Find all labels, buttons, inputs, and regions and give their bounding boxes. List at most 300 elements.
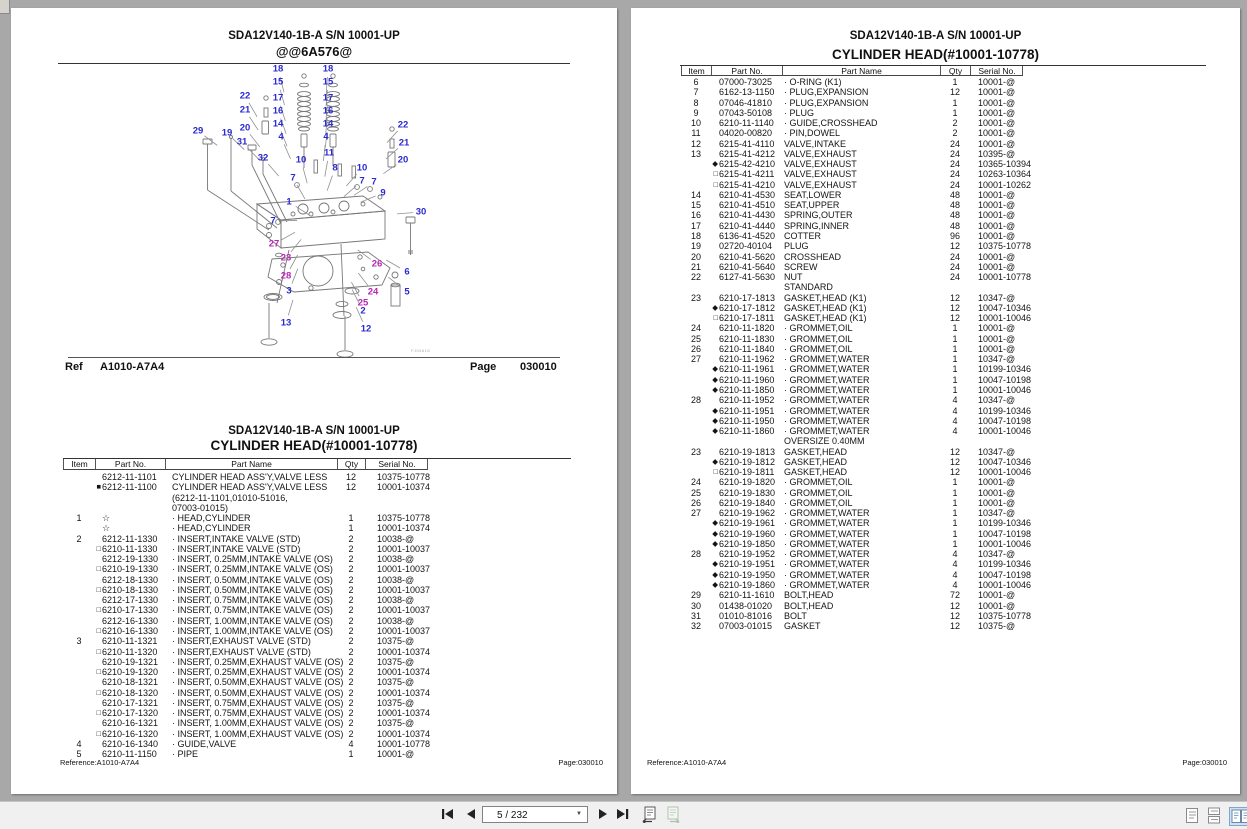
cell-part-name: · GROMMET,WATER (782, 570, 940, 580)
page-forward-arrow-icon (664, 806, 684, 823)
cell-item: 19 (681, 241, 711, 251)
left-table-title: CYLINDER HEAD(#10001-10778) (11, 438, 617, 453)
cell-part-no: 6210-17-1330 (101, 605, 170, 615)
callout-7: 7 (371, 178, 376, 187)
cell-qty: 4 (940, 426, 970, 436)
cell-part-no: 01010-81016 (718, 611, 782, 621)
cell-serial-no: 10001-10046 (970, 539, 1060, 549)
table-row (631, 426, 1240, 436)
cell-part-name: GASKET,HEAD (782, 457, 940, 467)
cell-serial-no: 10047-10198 (970, 570, 1060, 580)
cell-serial-no: 10001-10037 (365, 544, 455, 554)
table-row (631, 416, 1240, 426)
cell-part-no: 6210-41-4510 (718, 200, 782, 210)
cell-item (63, 575, 95, 585)
cell-part-name: · GROMMET,OIL (782, 498, 940, 508)
callout-24: 24 (368, 288, 379, 297)
cell-marker (711, 354, 718, 364)
cell-item (63, 626, 95, 636)
cell-serial-no: 10001-@ (970, 477, 1060, 487)
cell-marker: □ (95, 708, 101, 718)
cell-serial-no (365, 493, 455, 503)
table-row (631, 108, 1240, 118)
callout-6: 6 (404, 268, 409, 277)
cell-part-no: 6210-11-1961 (718, 364, 782, 374)
cell-item: 32 (681, 621, 711, 631)
next-view-button[interactable] (662, 806, 686, 824)
table-row (11, 493, 617, 503)
left-footer-reference: Reference:A1010-A7A4 (60, 758, 139, 767)
callout-3: 3 (286, 287, 291, 296)
table-row (631, 149, 1240, 159)
next-page-button[interactable] (592, 806, 614, 824)
right-model-title: SDA12V140-1B-A S/N 10001-UP (631, 30, 1240, 42)
cell-serial-no: 10001-10037 (365, 564, 455, 574)
cell-part-name: · INSERT, 0.75MM,INTAKE VALVE (OS) (170, 605, 337, 615)
cell-item: 28 (681, 395, 711, 405)
cell-serial-no: 10347-@ (970, 549, 1060, 559)
page-number-combobox[interactable] (482, 806, 588, 823)
cell-part-name: · PLUG (782, 108, 940, 118)
callout-2: 2 (360, 307, 365, 316)
cell-part-name: CYLINDER HEAD ASS'Y,VALVE LESS (170, 472, 337, 482)
table-row (631, 241, 1240, 251)
table-row (631, 313, 1240, 323)
cell-part-name: · INSERT, 0.25MM,INTAKE VALVE (OS) (170, 564, 337, 574)
cell-marker: □ (711, 180, 718, 190)
table-row (631, 580, 1240, 590)
table-row (631, 118, 1240, 128)
cell-part-name: GASKET,HEAD (K1) (782, 303, 940, 313)
right-footer-page: Page:030010 (1182, 758, 1227, 767)
cell-part-name: · GROMMET,WATER (782, 508, 940, 518)
cell-part-name: PLUG (782, 241, 940, 251)
cell-serial-no (365, 503, 455, 513)
cell-part-name: · INSERT, 0.25MM,EXHAUST VALVE (OS) (170, 657, 337, 667)
cell-marker (711, 118, 718, 128)
cell-item (681, 570, 711, 580)
cell-marker (711, 190, 718, 200)
cell-item: 29 (681, 590, 711, 600)
cell-part-name: VALVE,EXHAUST (782, 159, 940, 169)
page-number-input[interactable] (495, 807, 577, 824)
cell-serial-no: 10038-@ (365, 534, 455, 544)
cell-serial-no: 10199-10346 (970, 406, 1060, 416)
cell-qty: 4 (337, 739, 365, 749)
cell-part-name: · INSERT, 0.75MM,INTAKE VALVE (OS) (170, 595, 337, 605)
callout-29: 29 (193, 127, 204, 136)
cell-item (63, 698, 95, 708)
cell-serial-no: 10001-10046 (970, 385, 1060, 395)
cell-part-name: · HEAD,CYLINDER (170, 513, 337, 523)
cell-qty: 24 (940, 262, 970, 272)
cell-part-name: · GROMMET,WATER (782, 539, 940, 549)
callout-4: 4 (278, 133, 283, 142)
cell-item: 26 (681, 498, 711, 508)
cell-qty: 24 (940, 272, 970, 282)
cell-serial-no (970, 436, 1060, 446)
cell-qty: 2 (337, 636, 365, 646)
callout-27: 27 (269, 240, 280, 249)
callout-1: 1 (286, 198, 291, 207)
cell-marker: ◆ (711, 539, 718, 549)
cell-qty: 48 (940, 200, 970, 210)
callout-14: 14 (323, 120, 334, 129)
table-row (631, 611, 1240, 621)
last-page-button[interactable] (612, 806, 634, 824)
cell-item (681, 580, 711, 590)
single-page-view-button[interactable] (1185, 807, 1199, 827)
cell-serial-no: 10365-10394 (970, 159, 1060, 169)
table-row (631, 231, 1240, 241)
cell-qty: 2 (337, 616, 365, 626)
cell-serial-no: 10001-@ (970, 200, 1060, 210)
cell-item (681, 457, 711, 467)
table-row (631, 529, 1240, 539)
column-header: Qty (337, 459, 365, 469)
left-table-model-title: SDA12V140-1B-A S/N 10001-UP (11, 425, 617, 437)
cell-part-name: · GROMMET,WATER (782, 549, 940, 559)
cell-serial-no: 10347-@ (970, 508, 1060, 518)
cell-marker (711, 128, 718, 138)
cell-serial-no: 10001-@ (970, 139, 1060, 149)
cell-part-name: · PIN,DOWEL (782, 128, 940, 138)
cell-marker (711, 149, 718, 159)
cell-part-name: BOLT (782, 611, 940, 621)
cell-qty: 2 (337, 595, 365, 605)
cell-serial-no: 10001-@ (970, 488, 1060, 498)
table-row (11, 657, 617, 667)
cell-qty: 2 (337, 657, 365, 667)
cell-item (63, 688, 95, 698)
cell-part-name: SCREW (782, 262, 940, 272)
cell-marker: ◆ (711, 159, 718, 169)
cell-part-name: · GROMMET,OIL (782, 488, 940, 498)
table-row (631, 518, 1240, 528)
cell-serial-no: 10047-10198 (970, 375, 1060, 385)
cell-item (681, 375, 711, 385)
cell-item (63, 708, 95, 718)
cell-serial-no: 10395-@ (970, 149, 1060, 159)
cell-marker: ■ (95, 482, 101, 492)
cell-qty: 1 (940, 364, 970, 374)
callout-14: 14 (273, 120, 284, 129)
cell-part-no: 6210-18-1330 (101, 585, 170, 595)
cell-marker: ◆ (711, 385, 718, 395)
cell-qty: 24 (940, 159, 970, 169)
cell-qty: 1 (940, 508, 970, 518)
cell-part-no: 07000-73025 (718, 77, 782, 87)
cell-serial-no: 10001-@ (970, 210, 1060, 220)
combobox-dropdown-arrow[interactable]: ▼ (576, 811, 582, 817)
callout-15: 15 (323, 78, 334, 87)
cell-part-no: 6210-19-1961 (718, 518, 782, 528)
cell-marker: ◆ (711, 406, 718, 416)
cell-part-name: GASKET,HEAD (K1) (782, 293, 940, 303)
cell-item (681, 169, 711, 179)
previous-view-button[interactable] (637, 806, 661, 824)
cell-item (63, 482, 95, 492)
cell-part-name: · GROMMET,WATER (782, 559, 940, 569)
callout-16: 16 (273, 107, 284, 116)
cell-part-name: · INSERT, 1.00MM,INTAKE VALVE (OS) (170, 616, 337, 626)
cell-marker (711, 252, 718, 262)
callout-22: 22 (240, 92, 251, 101)
cell-qty: 48 (940, 210, 970, 220)
callout-10: 10 (357, 164, 368, 173)
cell-qty: 2 (940, 128, 970, 138)
cell-serial-no: 10375-10778 (970, 241, 1060, 251)
drawing-number: FJ04618 (411, 348, 430, 353)
cell-item (63, 729, 95, 739)
cell-item: 16 (681, 210, 711, 220)
cell-serial-no: 10001-@ (970, 98, 1060, 108)
cell-serial-no: 10001-@ (970, 252, 1060, 262)
cell-item (681, 518, 711, 528)
cell-serial-no: 10001-@ (970, 128, 1060, 138)
table-row (631, 200, 1240, 210)
callout-5: 5 (404, 288, 409, 297)
cell-item: 26 (681, 344, 711, 354)
cell-part-name: · HEAD,CYLINDER (170, 523, 337, 533)
cell-marker: ◆ (711, 518, 718, 528)
cell-serial-no: 10001-10374 (365, 647, 455, 657)
cell-marker: □ (711, 467, 718, 477)
cell-item: 21 (681, 262, 711, 272)
cell-qty: 72 (940, 590, 970, 600)
cell-part-name: · INSERT, 0.75MM,EXHAUST VALVE (OS) (170, 698, 337, 708)
cell-item: 12 (681, 139, 711, 149)
cell-item (63, 493, 95, 503)
cell-serial-no: 10001-@ (970, 601, 1060, 611)
cell-part-name: BOLT,HEAD (782, 601, 940, 611)
cell-part-no: 6210-19-1840 (718, 498, 782, 508)
table-row (11, 729, 617, 739)
cell-qty: 48 (940, 221, 970, 231)
cell-qty: 4 (940, 395, 970, 405)
cell-marker: ◆ (711, 426, 718, 436)
cell-part-name: · INSERT,INTAKE VALVE (STD) (170, 534, 337, 544)
table-row (631, 539, 1240, 549)
column-header: Qty (940, 66, 970, 75)
corner-artifact (0, 0, 10, 14)
cell-qty: 1 (940, 529, 970, 539)
callout-32: 32 (258, 154, 269, 163)
cell-item: 13 (681, 149, 711, 159)
cell-serial-no: 10001-10374 (365, 667, 455, 677)
cell-part-name: · INSERT, 1.00MM,INTAKE VALVE (OS) (170, 626, 337, 636)
continuous-view-button[interactable] (1207, 807, 1221, 827)
skip-to-first-icon (439, 808, 455, 820)
cell-item (63, 677, 95, 687)
cell-item (681, 539, 711, 549)
cell-marker (711, 601, 718, 611)
cell-item (681, 385, 711, 395)
cell-qty (940, 436, 970, 446)
table-row (631, 77, 1240, 87)
callout-7: 7 (290, 174, 295, 183)
cell-item (681, 159, 711, 169)
callout-10: 10 (296, 156, 307, 165)
cell-item: 23 (681, 447, 711, 457)
cell-qty: 2 (337, 554, 365, 564)
cell-qty: 4 (940, 559, 970, 569)
table-row (11, 667, 617, 677)
cell-qty: 12 (940, 313, 970, 323)
cell-part-name: · GROMMET,WATER (782, 354, 940, 364)
table-row (631, 436, 1240, 446)
cell-serial-no: 10001-10046 (970, 313, 1060, 323)
cell-item (63, 616, 95, 626)
cell-qty: 24 (940, 149, 970, 159)
cell-part-name: · GROMMET,WATER (782, 580, 940, 590)
cell-part-name: · GROMMET,WATER (782, 518, 940, 528)
cell-serial-no: 10001-@ (970, 344, 1060, 354)
cell-serial-no: 10038-@ (365, 575, 455, 585)
cell-serial-no: 10001-@ (970, 498, 1060, 508)
cell-part-no: 6210-11-1330 (101, 544, 170, 554)
callout-18: 18 (273, 65, 284, 74)
table-row (631, 498, 1240, 508)
cell-part-name: (6212-11-1101,01010-51016, (170, 493, 337, 503)
cell-qty: 1 (940, 334, 970, 344)
table-row (11, 564, 617, 574)
cell-qty: 12 (940, 303, 970, 313)
table-row (11, 605, 617, 615)
cell-item (63, 585, 95, 595)
cell-part-no: 6210-19-1321 (101, 657, 170, 667)
cell-serial-no: 10001-@ (970, 262, 1060, 272)
table-row (631, 375, 1240, 385)
cell-serial-no: 10001-@ (970, 334, 1060, 344)
cell-part-no: 6210-19-1320 (101, 667, 170, 677)
cell-serial-no: 10001-10037 (365, 605, 455, 615)
facing-pages-view-button[interactable] (1229, 807, 1247, 826)
continuous-pages-icon (1207, 807, 1221, 824)
table-row (631, 621, 1240, 631)
cell-marker: □ (95, 544, 101, 554)
callout-17: 17 (323, 94, 334, 103)
cell-part-no: 6210-19-1960 (718, 529, 782, 539)
cell-part-no: 6210-19-1962 (718, 508, 782, 518)
cell-serial-no: 10001-10037 (365, 626, 455, 636)
cell-part-name: · INSERT, 0.50MM,INTAKE VALVE (OS) (170, 585, 337, 595)
cell-item (63, 472, 95, 482)
cell-qty: 2 (337, 688, 365, 698)
cell-serial-no: 10001-@ (365, 749, 455, 759)
cell-qty: 1 (940, 108, 970, 118)
column-header: Serial No. (365, 459, 428, 469)
right-footer-reference: Reference:A1010-A7A4 (647, 758, 726, 767)
cell-part-name: CROSSHEAD (782, 252, 940, 262)
cell-qty: 1 (940, 98, 970, 108)
cell-item (63, 667, 95, 677)
cell-qty: 2 (337, 626, 365, 636)
table-row (631, 323, 1240, 333)
cell-serial-no: 10001-10037 (365, 585, 455, 595)
page-right (631, 8, 1240, 794)
column-header: Item (681, 66, 711, 75)
cell-serial-no: 10001-10046 (970, 580, 1060, 590)
cell-qty: 2 (337, 718, 365, 728)
cell-qty: 1 (337, 523, 365, 533)
cell-part-name: · GROMMET,WATER (782, 395, 940, 405)
cell-item (681, 559, 711, 569)
cell-serial-no: 10347-@ (970, 395, 1060, 405)
table-row (11, 708, 617, 718)
cell-part-name: VALVE,EXHAUST (782, 149, 940, 159)
table-row (631, 293, 1240, 303)
cell-part-no: 6210-11-1962 (718, 354, 782, 364)
cell-part-no: 6210-19-1951 (718, 559, 782, 569)
table-row (11, 718, 617, 728)
cell-part-no: 6210-19-1950 (718, 570, 782, 580)
cell-part-no (718, 282, 782, 292)
cell-item (681, 467, 711, 477)
cell-part-no: 6210-19-1813 (718, 447, 782, 457)
cell-marker: □ (711, 313, 718, 323)
cell-item: 9 (681, 108, 711, 118)
cell-part-name: · GROMMET,WATER (782, 426, 940, 436)
cell-part-no: 6210-41-4440 (718, 221, 782, 231)
cell-qty: 48 (940, 190, 970, 200)
table-row (631, 354, 1240, 364)
cell-marker (711, 108, 718, 118)
previous-page-button[interactable] (460, 806, 482, 824)
page-label: Page (470, 361, 496, 373)
cell-qty: 24 (940, 139, 970, 149)
cell-qty: 1 (940, 354, 970, 364)
cell-part-name: STANDARD (782, 282, 940, 292)
cell-part-no: ☆ (101, 523, 170, 533)
cell-serial-no: 10375-@ (365, 718, 455, 728)
cell-serial-no: 10001-10374 (365, 482, 455, 492)
table-row (631, 549, 1240, 559)
column-header: Serial No. (970, 66, 1023, 75)
table-row (631, 364, 1240, 374)
cell-part-no: 6215-41-4110 (718, 139, 782, 149)
cell-part-name: · INSERT, 1.00MM,EXHAUST VALVE (OS) (170, 718, 337, 728)
cell-part-name: SEAT,LOWER (782, 190, 940, 200)
cell-part-name: GASKET,HEAD (782, 447, 940, 457)
callout-11: 11 (324, 149, 334, 158)
page-value: 030010 (520, 361, 557, 373)
column-header: Part Name (782, 66, 940, 75)
cell-part-no: 6210-11-1820 (718, 323, 782, 333)
cell-part-no: 6210-11-1150 (101, 749, 170, 759)
cell-part-name: · GROMMET,WATER (782, 364, 940, 374)
cell-qty: 1 (940, 539, 970, 549)
cell-item: 1 (63, 513, 95, 523)
cell-part-no: 6210-19-1850 (718, 539, 782, 549)
first-page-button[interactable] (436, 806, 458, 824)
cell-part-name: NUT (782, 272, 940, 282)
cell-qty: 2 (337, 544, 365, 554)
cell-item (63, 554, 95, 564)
table-row (11, 575, 617, 585)
callout-23: 23 (281, 254, 292, 263)
cell-serial-no: 10047-10198 (970, 416, 1060, 426)
table-row (631, 221, 1240, 231)
callout-9: 9 (380, 189, 385, 198)
table-row (11, 698, 617, 708)
cell-item: 7 (681, 87, 711, 97)
cell-serial-no: 10001-10778 (365, 739, 455, 749)
viewer-statusbar (0, 801, 1247, 829)
cell-part-name: GASKET,HEAD (782, 467, 940, 477)
cell-part-no: 6210-17-1320 (101, 708, 170, 718)
cell-part-no: 6210-16-1340 (101, 739, 170, 749)
